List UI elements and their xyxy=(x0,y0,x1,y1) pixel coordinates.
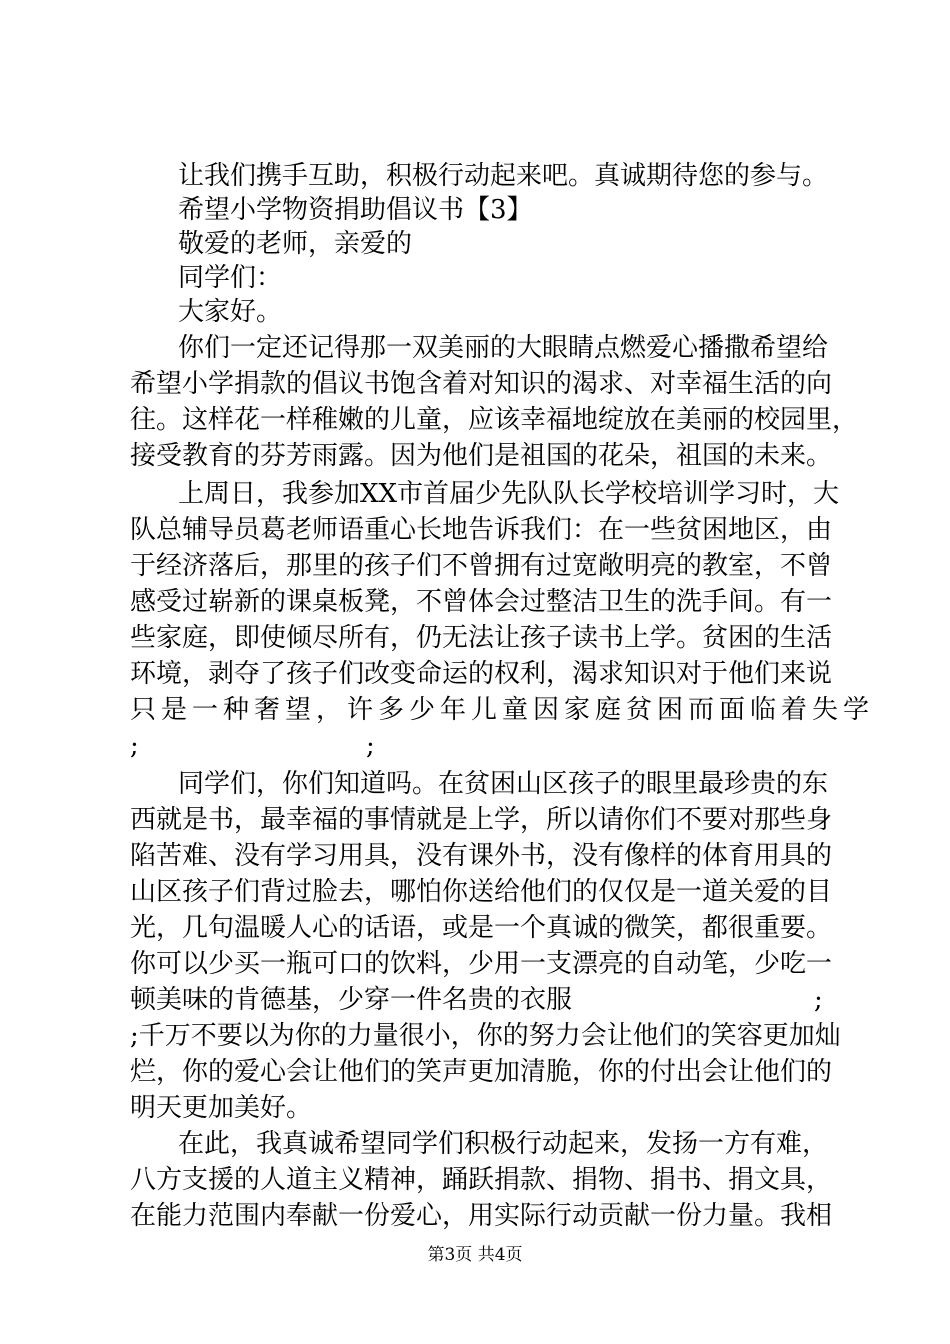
paragraph-line: 山区孩子们背过脸去，哪怕你送给他们的仅仅是一道关爱的目 xyxy=(130,877,833,907)
salutation-line: 敬爱的老师，亲爱的 xyxy=(178,229,413,259)
semicolon-mark: ; xyxy=(366,731,375,761)
semicolon-mark: ; xyxy=(130,731,139,761)
section-heading: 希望小学物资捐助倡议书【3】 xyxy=(178,195,533,225)
page-footer: 第3页 共4页 xyxy=(427,1245,523,1265)
paragraph-line: 往。这样花一样稚嫩的儿童，应该幸福地绽放在美丽的校园里， xyxy=(130,405,859,435)
paragraph-line: 八方支援的人道主义精神，踊跃捐款、捐物、捐书、捐文具， xyxy=(130,1165,833,1195)
paragraph-line: 只是一种奢望，许多少年儿童因家庭贫困而面临着失学 xyxy=(130,695,875,725)
paragraph-line: 些家庭，即使倾尽所有，仍无法让孩子读书上学。贫困的生活 xyxy=(130,623,833,653)
paragraph-line: 队总辅导员葛老师语重心长地告诉我们：在一些贫困地区，由 xyxy=(130,515,833,545)
paragraph-line: 顿美味的肯德基，少穿一件名贵的衣服 xyxy=(130,985,573,1015)
paragraph-line: 光，几句温暖人心的话语，或是一个真诚的微笑，都很重要。 xyxy=(130,913,833,943)
paragraph-line: 明天更加美好。 xyxy=(130,1093,313,1123)
paragraph-line: 在此，我真诚希望同学们积极行动起来，发扬一方有难， xyxy=(178,1129,829,1159)
paragraph-line: 在能力范围内奉献一份爱心，用实际行动贡献一份力量。我相 xyxy=(130,1201,833,1231)
paragraph-line: 陷苦难、没有学习用具，没有课外书，没有像样的体育用具的 xyxy=(130,841,833,871)
salutation-line: 同学们： xyxy=(178,263,283,293)
paragraph-line: 同学们，你们知道吗。在贫困山区孩子的眼里最珍贵的东 xyxy=(178,769,829,799)
greeting-line: 大家好。 xyxy=(178,297,283,327)
paragraph-line: 希望小学捐款的倡议书饱含着对知识的渴求、对幸福生活的向 xyxy=(130,369,833,399)
semicolon-mark: ; xyxy=(814,985,823,1015)
paragraph-line: 感受过崭新的课桌板凳，不曾体会过整洁卫生的洗手间。有一 xyxy=(130,587,833,617)
paragraph-line: ;千万不要以为你的力量很小，你的努力会让他们的笑容更加灿 xyxy=(130,1021,841,1051)
paragraph-line: 烂，你的爱心会让他们的笑声更加清脆，你的付出会让他们的 xyxy=(130,1057,833,1087)
paragraph-line: 让我们携手互助，积极行动起来吧。真诚期待您的参与。 xyxy=(178,161,829,191)
paragraph-line: 西就是书，最幸福的事情就是上学，所以请你们不要对那些身 xyxy=(130,805,833,835)
paragraph-line: 你可以少买一瓶可口的饮料，少用一支漂亮的自动笔，少吃一 xyxy=(130,949,833,979)
paragraph-line: 环境，剥夺了孩子们改变命运的权利，渴求知识对于他们来说 xyxy=(130,659,833,689)
paragraph-line: 接受教育的芬芳雨露。因为他们是祖国的花朵，祖国的未来。 xyxy=(130,441,833,471)
paragraph-line: 你们一定还记得那一双美丽的大眼睛点燃爱心播撒希望给 xyxy=(178,333,829,363)
paragraph-line: 于经济落后，那里的孩子们不曾拥有过宽敞明亮的教室，不曾 xyxy=(130,551,833,581)
paragraph-line: 上周日，我参加XX市首届少先队队长学校培训学习时，大 xyxy=(178,479,840,509)
